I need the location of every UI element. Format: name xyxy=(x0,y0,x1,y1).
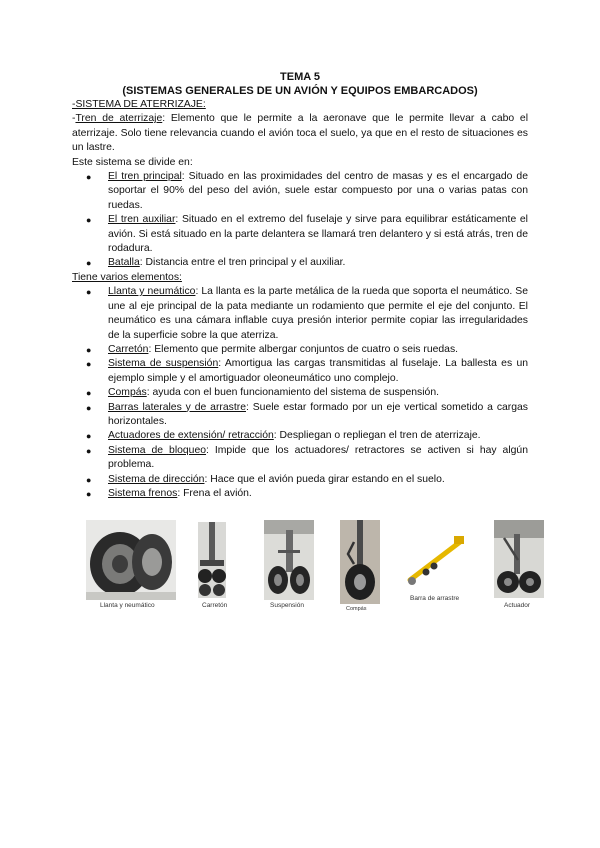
list-item: ● Actuadores de extensión/ retracción: Despliegan o repliegan el tren de aterrizaje. xyxy=(72,429,528,443)
list-item: ● El tren auxiliar: Situado en el extremo del fuselaje y sirve para equilibrar estáticamente el avión. Si está situado en la parte delantera se llamará tren delantero y si está atrás, tren de rodadura. xyxy=(72,213,528,256)
list-item: ● Compás: ayuda con el buen funcionamiento del sistema de suspensión. xyxy=(72,386,528,400)
divides-intro: Este sistema se divide en: xyxy=(72,156,193,168)
elements-list xyxy=(72,285,528,501)
list-item: ● Batalla: Distancia entre el tren principal y el auxiliar. xyxy=(72,256,528,270)
divides-list xyxy=(72,170,528,271)
section-heading: -SISTEMA DE ATERRIZAJE: xyxy=(72,99,206,110)
figure-caption: Llanta y neumático xyxy=(100,602,155,609)
figure-caption: Carretón xyxy=(202,602,228,609)
document-body xyxy=(72,70,528,501)
list-item: ● El tren principal: Situado en las proximidades del centro de masas y es el encargado de soportar el 90% del peso del avión, suele estar compuesto por una o varias patas con ruedas. xyxy=(72,170,528,213)
figure-caption: Compás xyxy=(346,606,367,612)
suspension-image xyxy=(264,520,314,600)
figure-caption: Actuador xyxy=(504,602,531,609)
elements-intro: Tiene varios elementos: xyxy=(72,271,182,283)
list-item: ● Sistema de dirección: Hace que el avión pueda girar estando en el suelo. xyxy=(72,473,528,487)
bogie-image xyxy=(198,522,226,598)
figure-caption: Barra de arrastre xyxy=(410,595,460,602)
list-item: ● Carretón: Elemento que permite albergar conjuntos de cuatro o seis ruedas. xyxy=(72,343,528,357)
list-item: ● Sistema de bloqueo: Impide que los actuadores/ retractores se activen si hay algún problema. xyxy=(72,444,528,473)
doc-title: TEMA 5 xyxy=(280,71,320,83)
list-item: ● Sistema de suspensión: Amortigua las cargas transmitidas al fuselaje. La ballesta es un ejemplo simple y el amortiguador oleoneumático uno complejo. xyxy=(72,357,528,386)
list-item: ● Llanta y neumático: La llanta es la parte metálica de la rueda que soporta el neumático. Se une al eje principal de la pata mediante un rodamiento que permite el eje del conjunto. El neumático es una cámara inflable cuya presión interior permite copiar las irregularidades de la superficie sobre la que aterriza. xyxy=(72,285,528,343)
list-item: ● Sistema frenos: Frena el avión. xyxy=(72,487,528,501)
figure-caption: Suspensión xyxy=(270,602,304,609)
doc-subtitle: (SISTEMAS GENERALES DE UN AVIÓN Y EQUIPOS EMBARCADOS) xyxy=(122,85,478,97)
drag-brace-image xyxy=(404,530,474,592)
figure-strip xyxy=(78,520,548,620)
tire-wheel-image xyxy=(86,520,176,600)
torque-link-image xyxy=(340,520,380,604)
intro-paragraph: -Tren de aterrizaje: Elemento que le permite a la aeronave que le permite llevar a cabo el aterrizaje. Solo tiene relevancia cuando el avión toca el suelo, ya que en el resto de situaciones es un lastre. xyxy=(72,113,529,154)
actuator-image xyxy=(494,520,544,598)
list-item: ● Barras laterales y de arrastre: Suele estar formado por un eje vertical sometido a cargas horizontales. xyxy=(72,401,528,430)
